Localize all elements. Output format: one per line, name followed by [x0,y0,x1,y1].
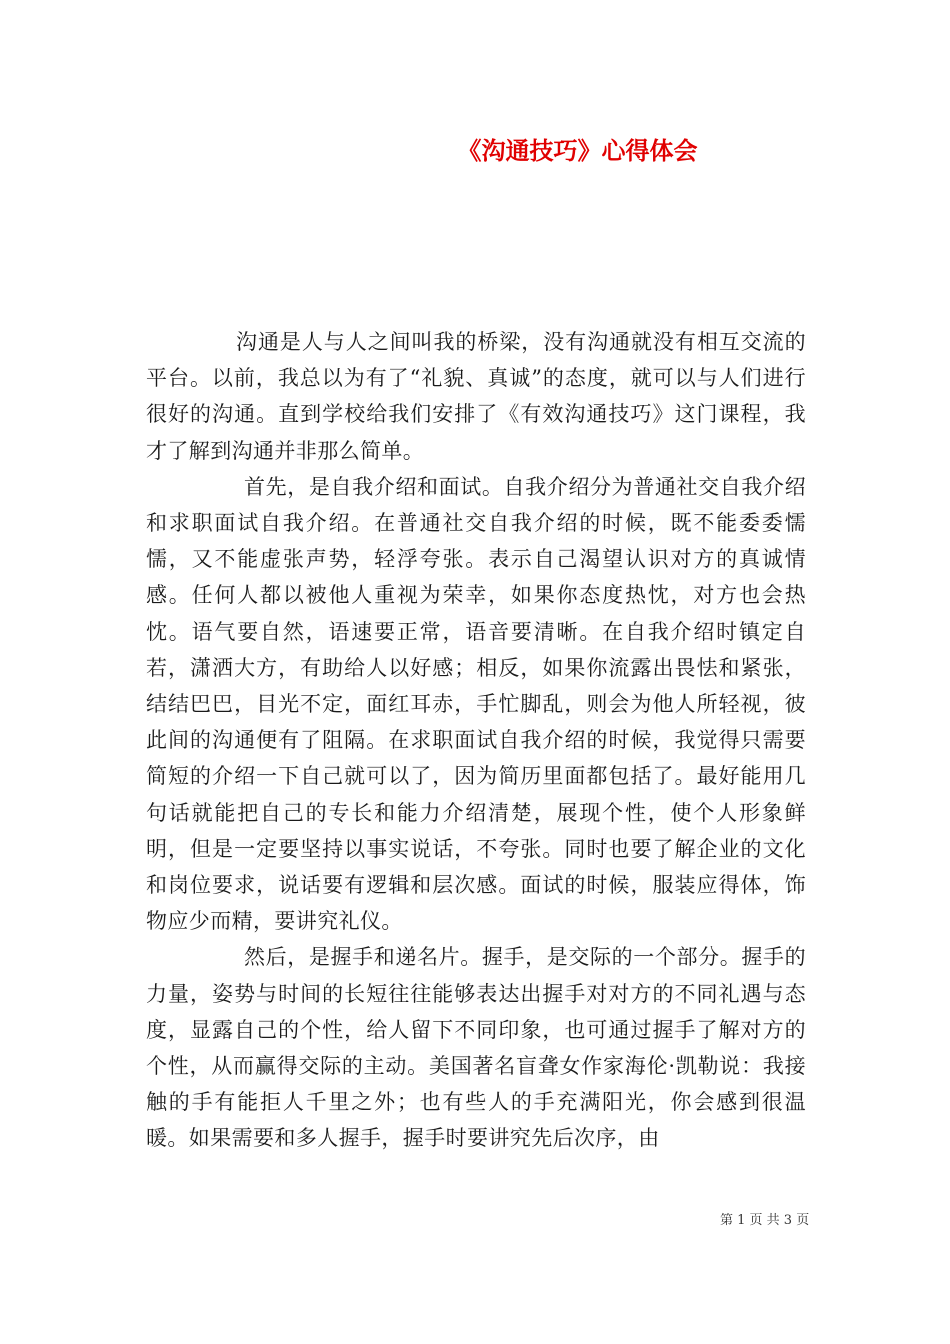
paragraph-handshake: 然后，是握手和递名片。握手，是交际的一个部分。握手的力量，姿势与时间的长短往往能够表达出握手对对方的不同礼遇与态度，显露自己的个性，给人留下不同印象，也可通过握手了解对方的个性，从而赢得交际的主动。美国著名盲聋女作家海伦·凯勒说：我接触的手有能拒人千里之外；也有些人的手充满阳光，你会感到很温暖。如果需要和多人握手，握手时要讲究先后次序，由 [146,945,806,1151]
page-title [0,131,950,166]
paragraph-intro: 沟通是人与人之间叫我的桥梁，没有沟通就没有相互交流的平台。以前，我总以为有了“礼貌、真诚”的态度，就可以与人们进行很好的沟通。直到学校给我们安排了《有效沟通技巧》这门课程，我才了解到沟通并非那么简单。 [146,330,806,463]
paragraph-self-introduction: 首先，是自我介绍和面试。自我介绍分为普通社交自我介绍和求职面试自我介绍。在普通社交自我介绍的时候，既不能委委懦懦，又不能虚张声势，轻浮夸张。表示自己渴望认识对方的真诚情感。任何人都以被他人重视为荣幸，如果你态度热忱，对方也会热忱。语气要自然，语速要正常，语音要清晰。在自我介绍时镇定自若，潇洒大方，有助给人以好感；相反，如果你流露出畏怯和紧张，结结巴巴，目光不定，面红耳赤，手忙脚乱，则会为他人所轻视，彼此间的沟通便有了阻隔。在求职面试自我介绍的时候，我觉得只需要简短的介绍一下自己就可以了，因为简历里面都包括了。最好能用几句话就能把自己的专长和能力介绍清楚，展现个性，使个人形象鲜明，但是一定要坚持以事实说话，不夸张。同时也要了解企业的文化和岗位要求，说话要有逻辑和层次感。面试的时候，服装应得体，饰物应少而精，要讲究礼仪。 [146,474,806,934]
page-number: 第 1 页 共 3 页 [720,1213,810,1228]
page-title-text: 《沟通技巧》心得体会 [457,136,698,165]
document-body [146,324,806,1157]
